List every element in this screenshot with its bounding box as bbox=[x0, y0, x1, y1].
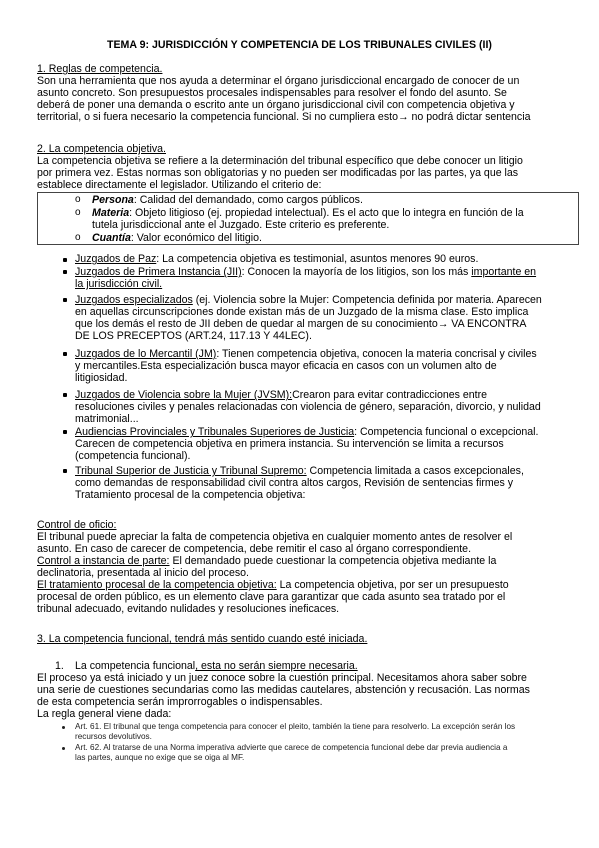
control-instancia-heading: Control a instancia de parte: bbox=[37, 555, 170, 567]
court-text: litigiosidad. bbox=[75, 372, 128, 384]
bullet-icon bbox=[63, 352, 67, 356]
criteria-item bbox=[92, 207, 524, 219]
tratamiento-text: La competencia objetiva, por ser un presupuesto bbox=[276, 579, 509, 591]
section-1-line: Son una herramienta que nos ayuda a determinar el órgano jurisdiccional encargado de conocer de un bbox=[37, 75, 520, 87]
section-2-line: establece directamente el legislador. Utilizando el criterio de: bbox=[37, 179, 322, 191]
court-text: y mercantiles.Esta especialización busca mayor eficacia en casos con un volumen alto de bbox=[75, 360, 497, 372]
article-line: recursos devolutivos. bbox=[75, 732, 152, 741]
court-text: (competencia funcional). bbox=[75, 450, 191, 462]
section-3-line: una serie de cuestiones secundarias como las medidas cautelares, abstención y recusación. Las normas bbox=[37, 684, 530, 696]
bullet-icon bbox=[63, 258, 67, 262]
court-term: Juzgados de Paz bbox=[75, 253, 157, 265]
bullet-icon bbox=[63, 430, 67, 434]
tratamiento-text: procesal de orden público, es un elemento clave para garantizar que cada asunto sea tratado por el bbox=[37, 591, 506, 603]
criteria-item bbox=[92, 232, 262, 244]
criteria-item bbox=[92, 194, 363, 206]
court-item bbox=[75, 266, 536, 278]
section-1-heading: 1. Reglas de competencia. bbox=[37, 63, 163, 75]
section-3-item-text-underlined: , esta no serán siempre necesaria. bbox=[195, 660, 358, 672]
court-text: : Tienen competencia objetiva, conocen la materia concrisal y civiles bbox=[216, 348, 537, 360]
bullet-icon bbox=[63, 270, 67, 274]
criteria-term: Persona bbox=[92, 194, 134, 206]
small-bullet-icon bbox=[62, 726, 65, 729]
court-text: como demandas de responsabilidad civil contra altos cargos, Revisión de sentencias firmes y bbox=[75, 477, 514, 489]
court-item bbox=[75, 253, 478, 265]
criteria-bullet-icon: o bbox=[75, 207, 81, 218]
bullet-icon bbox=[63, 469, 67, 473]
section-3-item-text: La competencia funcional bbox=[75, 660, 196, 672]
section-1-line: territorial, o si fuera necesario la competencia funcional. Si no cumpliera esto→ no podrá dictar sentencia bbox=[37, 111, 531, 123]
court-text: (ej. Violencia sobre la Mujer: Competencia definida por materia. Aparecen bbox=[192, 294, 542, 306]
court-text: Crearon para evitar contradicciones entre bbox=[292, 389, 488, 401]
court-text: DE LOS PRECEPTOS (ART.24, 117.13 Y 44LEC). bbox=[75, 330, 312, 342]
control-instancia-text: declinatoria, presentada al inicio del proceso. bbox=[37, 567, 250, 579]
section-3-line: de esta competencia serán improrrogables o indispensables. bbox=[37, 696, 323, 708]
small-bullet-icon bbox=[62, 747, 65, 750]
court-text: resoluciones civiles y penales relacionadas con violencia de género, separación, divorcio, y nulidad bbox=[75, 401, 541, 413]
court-text-underlined: importante en bbox=[471, 266, 537, 278]
court-text: : Competencia funcional o excepcional. bbox=[354, 426, 539, 438]
criteria-text: : Objeto litigioso (ej. propiedad intelectual). Es el acto que lo integra en función de la bbox=[129, 207, 524, 219]
section-3-line: El proceso ya está iniciado y un juez conoce sobre la cuestión principal. Necesitamos ahora saber sobre bbox=[37, 672, 527, 684]
court-text: matrimonial... bbox=[75, 413, 139, 425]
control-oficio-heading: Control de oficio: bbox=[37, 519, 117, 531]
court-item bbox=[75, 294, 542, 306]
court-text: que los demás el resto de JII deben de quedar al margen de su conocimiento→ VA ENCONTRA bbox=[75, 318, 527, 330]
court-item bbox=[75, 389, 487, 401]
court-text: Competencia limitada a casos excepcionales, bbox=[306, 465, 524, 477]
criteria-term: Materia bbox=[92, 207, 130, 219]
section-3-item bbox=[75, 660, 358, 672]
court-text: en aquellas circunscripciones donde existan más de un Juzgado de la misma clase. Esto implica bbox=[75, 306, 529, 318]
tratamiento-heading: El tratamiento procesal de la competencia objetiva: bbox=[37, 579, 277, 591]
court-item bbox=[75, 465, 524, 477]
bullet-icon bbox=[63, 393, 67, 397]
court-text: Carecen de competencia objetiva en primera instancia. Su intervención se limita a recursos bbox=[75, 438, 504, 450]
section-1-line: asunto concreto. Son presupuestos procesales indispensables para resolver el fondo del asunto. Se bbox=[37, 87, 507, 99]
tratamiento bbox=[37, 579, 509, 591]
court-text-underlined: la jurisdicción civil. bbox=[75, 278, 163, 290]
article-line: Art. 61. El tribunal que tenga competencia para conocer el pleito, también la tiene para resolverlo. La excepción serán los bbox=[75, 722, 516, 731]
bullet-icon bbox=[63, 298, 67, 302]
criteria-text-cont: tutela jurisdiccional ante el Juzgado. Este criterio es preferente. bbox=[92, 219, 390, 231]
criteria-bullet-icon: o bbox=[75, 232, 81, 243]
section-2-line: La competencia objetiva se refiere a la determinación del tribunal específico que debe conocer un litigio bbox=[37, 155, 523, 167]
court-text: : Conocen la mayoría de los litigios, son los más bbox=[241, 266, 472, 278]
section-1-line: deberá de poner una demanda o escrito ante un órgano jurisdiccional civil con competencia objetiva y bbox=[37, 99, 515, 111]
criteria-term: Cuantía bbox=[92, 232, 131, 244]
court-term: Juzgados especializados bbox=[75, 294, 193, 306]
document-title: TEMA 9: JURISDICCIÓN Y COMPETENCIA DE LOS TRIBUNALES CIVILES (II) bbox=[107, 39, 492, 51]
control-oficio-line: asunto. En caso de carecer de competencia, debe remitir el caso al órgano correspondiente. bbox=[37, 543, 472, 555]
section-3-heading: 3. La competencia funcional, tendrá más sentido cuando esté iniciada. bbox=[37, 633, 368, 645]
article-line: Art. 62. Al tratarse de una Norma imperativa advierte que carece de competencia funcional debe dar previa audiencia a bbox=[75, 743, 508, 752]
section-2-line: por primera vez. Estas normas son obligatorias y no pueden ser modificadas por las partes, ya que las bbox=[37, 167, 519, 179]
section-3-line: La regla general viene dada: bbox=[37, 708, 172, 720]
tratamiento-text: tribunal adecuado, evitando nulidades y resoluciones ineficaces. bbox=[37, 603, 340, 615]
court-term: Tribunal Superior de Justicia y Tribunal Supremo: bbox=[75, 465, 307, 477]
criteria-text: : Calidad del demandado, como cargos públicos. bbox=[133, 194, 363, 206]
court-term: Juzgados de lo Mercantil (JM) bbox=[75, 348, 217, 360]
court-item bbox=[75, 426, 538, 438]
section-2-heading: 2. La competencia objetiva. bbox=[37, 143, 166, 155]
court-text: : La competencia objetiva es testimonial, asuntos menores 90 euros. bbox=[156, 253, 479, 265]
section-3-item-number: 1. bbox=[55, 660, 64, 672]
control-instancia-text: El demandado puede cuestionar la competencia objetiva mediante la bbox=[169, 555, 497, 567]
criteria-text: : Valor económico del litigio. bbox=[130, 232, 262, 244]
court-item bbox=[75, 348, 537, 360]
court-term: Juzgados de Primera Instancia (JII) bbox=[75, 266, 242, 278]
article-line: las partes, aunque no exige que se oiga al MF. bbox=[75, 753, 245, 762]
court-text: Tratamiento procesal de la competencia objetiva: bbox=[75, 489, 306, 501]
criteria-bullet-icon: o bbox=[75, 194, 81, 205]
control-instancia bbox=[37, 555, 496, 567]
control-oficio-line: El tribunal puede apreciar la falta de competencia objetiva en cualquier momento antes de resolver el bbox=[37, 531, 513, 543]
court-term: Juzgados de Violencia sobre la Mujer (JVSM): bbox=[75, 389, 293, 401]
court-term: Audiencias Provinciales y Tribunales Superiores de Justicia bbox=[75, 426, 355, 438]
